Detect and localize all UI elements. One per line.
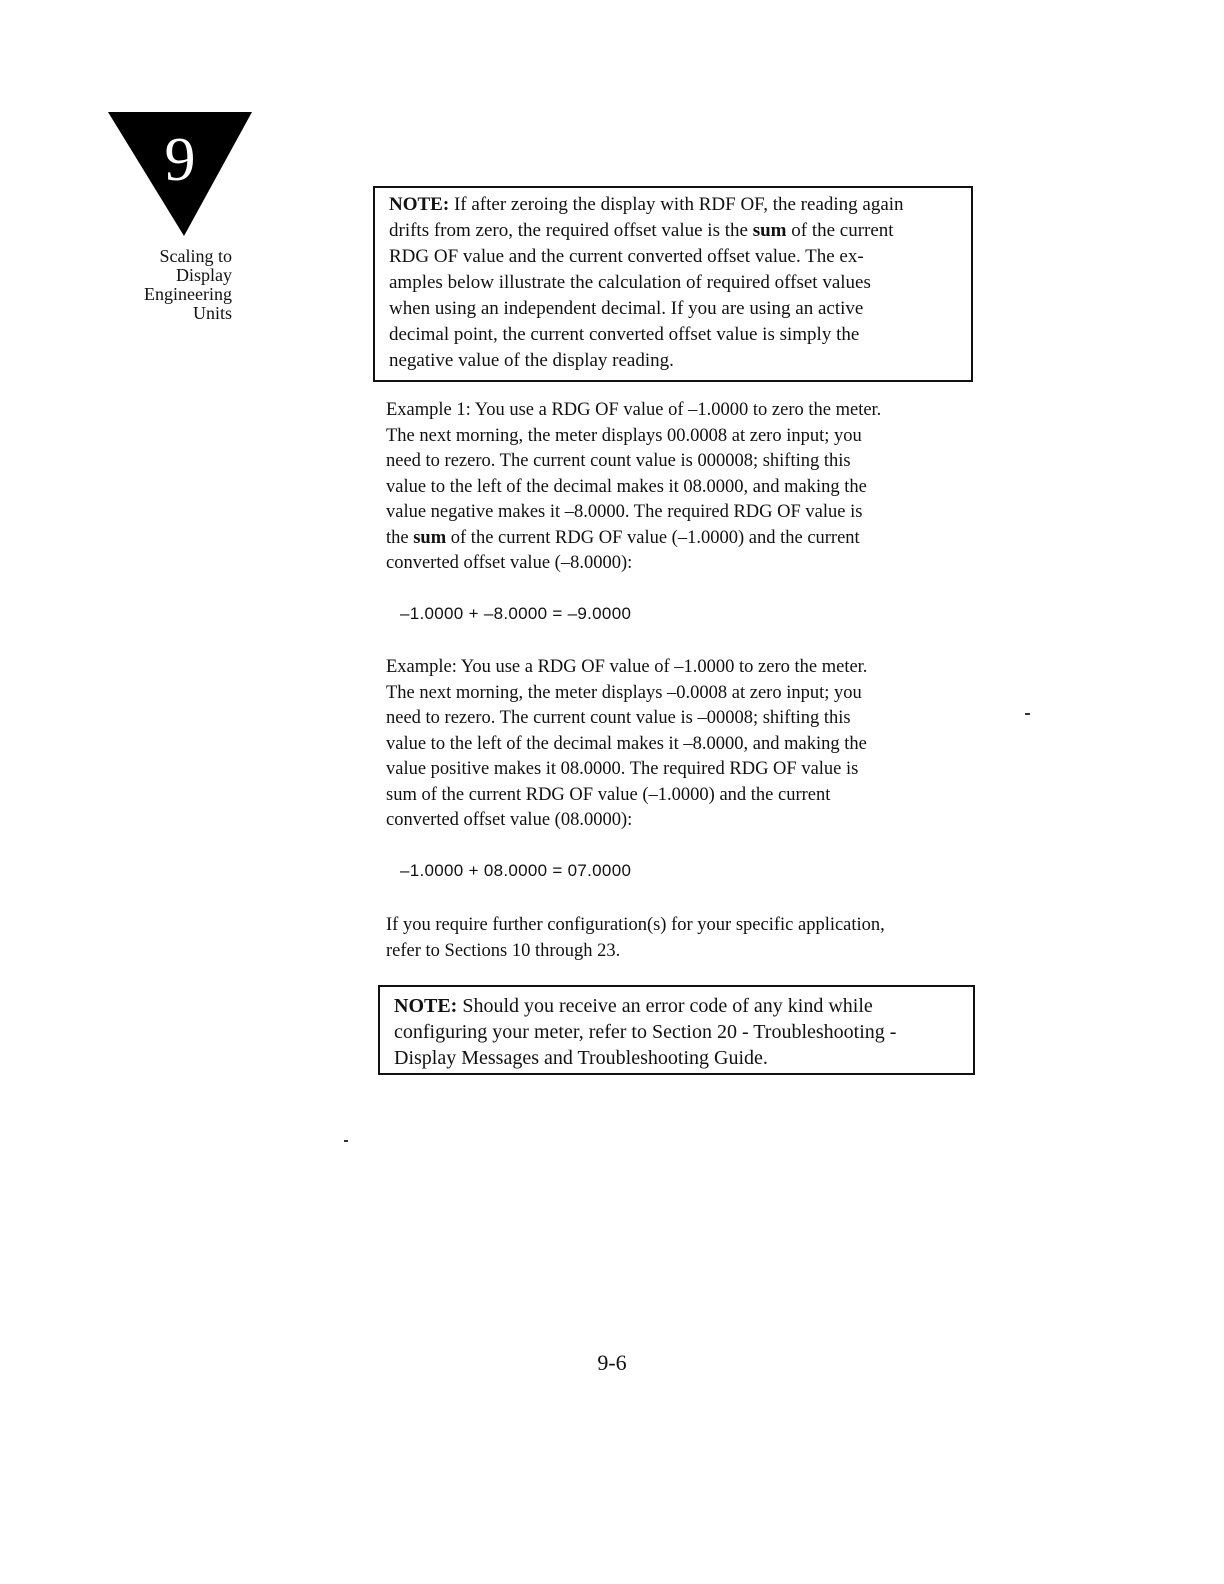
paragraph-line: If you require further configuration(s) for your specific application, [386,915,885,935]
note-text: If after zeroing the display with RDF OF, the reading again [453,194,904,215]
note-line: Display Messages and Troubleshooting Guide. [394,1047,768,1069]
chapter-number: 9 [164,126,196,194]
paragraph-line: The next morning, the meter displays –0.0008 at zero input; you [386,682,862,703]
example-1-equation: –1.0000 + –8.0000 = –9.0000 [400,604,632,623]
note-text: Should you receive an error code of any kind while [462,995,873,1017]
paragraph-emphasis: sum [413,527,447,548]
example-2-paragraph [386,655,976,834]
example-1-paragraph [386,398,976,577]
chapter-marker [108,112,252,236]
example-2-equation: –1.0000 + 08.0000 = 07.0000 [400,861,632,880]
paragraph-line: need to rezero. The current count value is 000008; shifting this [386,451,851,471]
scan-speck [344,1140,348,1142]
page-number: 9-6 [597,1350,627,1375]
paragraph-line: Example 1: You use a RDG OF value of –1.0000 to zero the meter. [386,400,882,420]
paragraph-line: value to the left of the decimal makes it –8.0000, and making the [386,733,867,754]
paragraph-line [386,526,976,552]
paragraph-line: converted offset value (08.0000): [386,810,633,830]
paragraph-line: Example: You use a RDG OF value of –1.0000 to zero the meter. [386,657,868,677]
note-line: decimal point, the current converted offset value is simply the [389,324,860,345]
note-emphasis: sum [752,220,787,241]
further-config-paragraph [386,913,976,964]
chapter-title-line: Scaling to [159,246,232,266]
scan-speck [1025,713,1030,715]
chapter-title [100,247,232,323]
paragraph-line: value negative makes it –8.0000. The required RDG OF value is [386,502,863,522]
paragraph-text: the [386,527,414,548]
note-line [394,993,967,1019]
note-text: of the current [786,220,894,241]
paragraph-line: value to the left of the decimal makes it 08.0000, and making the [386,476,867,497]
note-label: NOTE: [389,194,450,215]
paragraph-line: value positive makes it 08.0000. The required RDG OF value is [386,759,859,779]
note-box-error-code [378,985,975,1075]
note-line [389,192,965,218]
chapter-title-line: Display [176,265,232,285]
note-line: when using an independent decimal. If you are using an active [389,298,864,319]
note-label: NOTE: [394,995,458,1017]
paragraph-line: converted offset value (–8.0000): [386,553,633,573]
paragraph-line: The next morning, the meter displays 00.0008 at zero input; you [386,425,862,446]
note-line: configuring your meter, refer to Section 20 - Troubleshooting - [394,1021,897,1043]
note-line: RDG OF value and the current converted offset value. The ex- [389,246,864,267]
chapter-title-line: Units [192,303,232,323]
paragraph-line: sum of the current RDG OF value (–1.0000) and the current [386,784,831,805]
paragraph-text: of the current RDG OF value (–1.0000) and the current [446,527,860,548]
note-line [389,218,965,244]
note-line: amples below illustrate the calculation of required offset values [389,272,871,293]
chapter-triangle-icon [108,112,252,236]
chapter-title-line: Engineering [144,284,232,304]
note-line: negative value of the display reading. [389,350,674,371]
paragraph-line: refer to Sections 10 through 23. [386,940,621,961]
paragraph-line: need to rezero. The current count value is –00008; shifting this [386,708,851,728]
note-text: drifts from zero, the required offset value is the [389,220,753,241]
note-box-offset [373,186,973,382]
